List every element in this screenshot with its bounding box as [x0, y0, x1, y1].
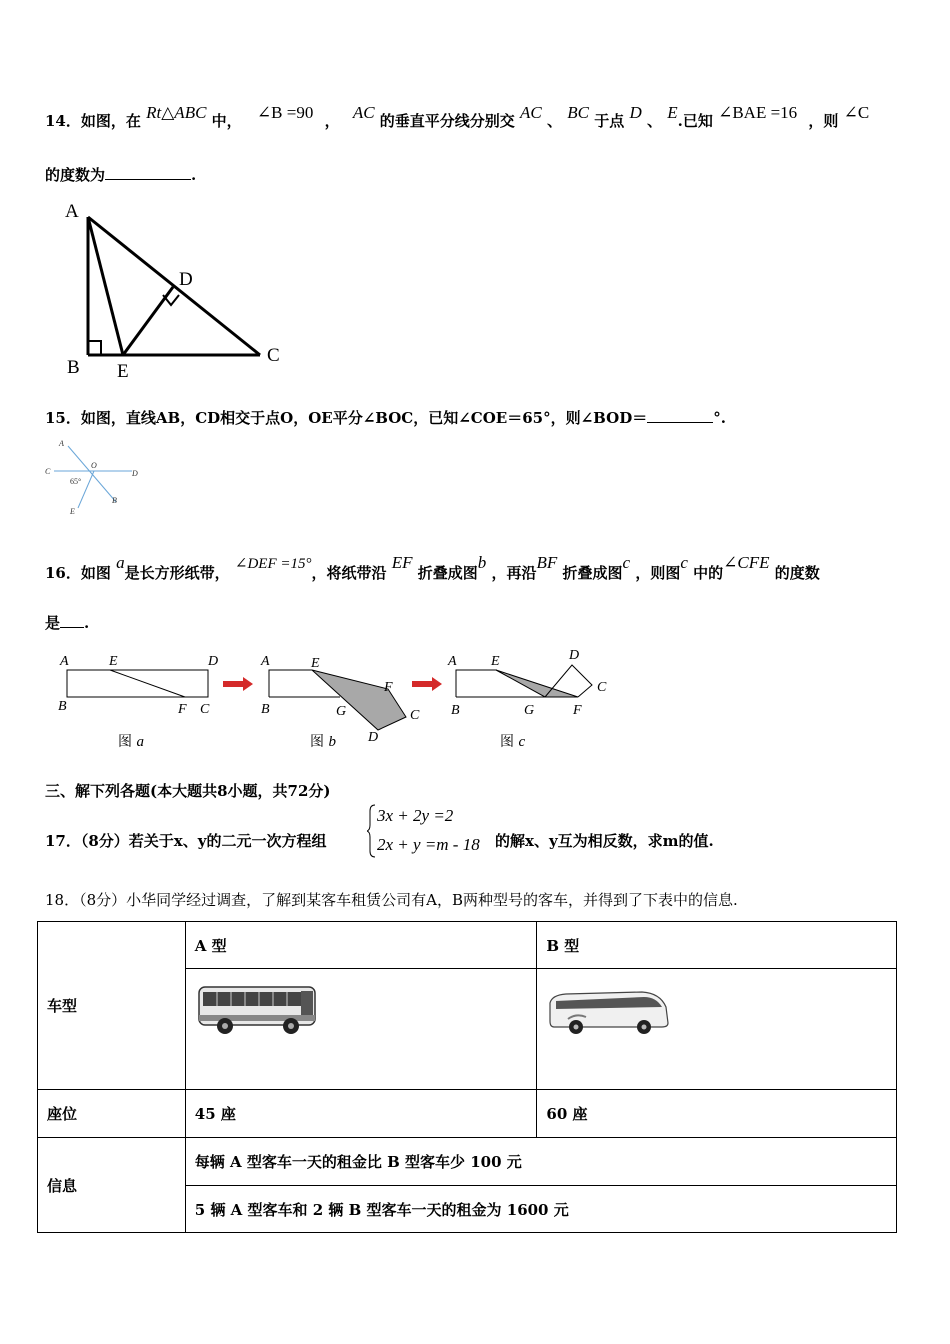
q14-line2: 的度数为 . [45, 166, 197, 184]
q17-post: 的解x、y互为相反数，求m的值. [495, 832, 714, 850]
label-65: 65° [70, 477, 82, 486]
svg-text:A: A [261, 654, 270, 669]
type-label: 车型 [38, 922, 186, 1090]
brace-icon [367, 803, 377, 859]
label-D: D [179, 269, 193, 290]
svg-text:E: E [109, 654, 118, 669]
label-A: A [59, 439, 64, 448]
seat-label: 座位 [38, 1090, 186, 1138]
svg-text:A: A [60, 654, 69, 669]
svg-text:C: C [410, 708, 420, 723]
type-b: B 型 [537, 922, 897, 969]
svg-text:D: D [569, 648, 580, 663]
svg-text:F: F [178, 702, 187, 717]
arrow-icon [412, 677, 442, 691]
q17-pre: 17．（8分）若关于x、y的二元一次方程组 [45, 832, 327, 850]
info-row-2: 5 辆 A 型客车和 2 辆 B 型客车一天的租金为 1600 元 [185, 1186, 896, 1233]
svg-text:A: A [448, 654, 457, 669]
svg-text:B: B [451, 703, 460, 718]
caption-fig-b: 图 b [310, 734, 336, 750]
equation-1: 3x + 2y =2 [377, 806, 454, 825]
label-E: E [117, 361, 129, 382]
q14-line1: 14．如图，在 Rt△ABC 中， ∠B =90 ， AC 的垂直平分线分别交 AC 、 BC 于点 D 、 E.已知 ∠BAE =16 ，则 ∠C [45, 103, 870, 130]
figure-a [58, 654, 218, 717]
figure-c [447, 648, 607, 718]
section-heading: 三、解下列各题(本大题共8小题，共72分) [45, 782, 331, 800]
bus-a-image [195, 979, 321, 1041]
info-label: 信息 [38, 1138, 186, 1233]
seat-a: 45 座 [185, 1090, 537, 1138]
svg-text:E: E [491, 654, 500, 669]
svg-text:B: B [261, 702, 270, 717]
svg-text:E: E [311, 656, 320, 671]
type-a: A 型 [185, 922, 537, 969]
label-B: B [112, 496, 117, 505]
answer-blank[interactable] [647, 422, 713, 423]
svg-text:D: D [208, 654, 219, 669]
label-C: C [45, 467, 51, 476]
seat-b: 60 座 [537, 1090, 897, 1138]
q14-triangle-figure [55, 195, 295, 385]
caption-fig-a: 图 a [118, 734, 144, 750]
svg-text:C: C [597, 680, 607, 695]
answer-blank[interactable] [105, 179, 191, 180]
label-C: C [267, 345, 280, 366]
q16-line1: 16．如图 a是长方形纸带， ∠DEF =15°，将纸带沿 EF 折叠成图b ，再沿BF 折叠成图c ，则图c 中的∠CFE 的度数 [45, 553, 820, 582]
bus-a-cell [185, 969, 537, 1090]
bus-b-image [546, 987, 672, 1039]
svg-text:B: B [58, 699, 67, 714]
label-E: E [70, 507, 75, 516]
svg-text:F: F [573, 703, 582, 718]
label-B: B [67, 357, 80, 378]
svg-text:F: F [384, 680, 393, 695]
svg-text:G: G [336, 704, 347, 719]
label-O: O [91, 461, 97, 470]
svg-text:G: G [524, 703, 535, 718]
q18-text: 18．（8分）小华同学经过调查，了解到某客车租赁公司有A，B两种型号的客车，并得到了下表中的信息. [45, 891, 738, 909]
svg-text:D: D [368, 730, 379, 745]
equation-2: 2x + y =m - 18 [377, 835, 480, 854]
q16-line2: 是 . [45, 614, 90, 632]
label-A: A [65, 201, 79, 222]
arrow-icon [223, 677, 253, 691]
q15-text: 15．如图，直线AB，CD相交于点O，OE平分∠BOC，已知∠COE＝65°，则∠BOD＝ °. [45, 409, 726, 427]
rental-info-table [37, 921, 897, 1233]
svg-text:C: C [200, 702, 210, 717]
answer-blank[interactable] [60, 627, 84, 628]
info-row-1: 每辆 A 型客车一天的租金比 B 型客车少 100 元 [185, 1138, 896, 1186]
figure-b [260, 654, 420, 745]
caption-fig-c: 图 c [500, 734, 526, 750]
label-D: D [132, 469, 138, 478]
q15-angle-figure [40, 436, 150, 516]
bus-b-cell [537, 969, 897, 1090]
